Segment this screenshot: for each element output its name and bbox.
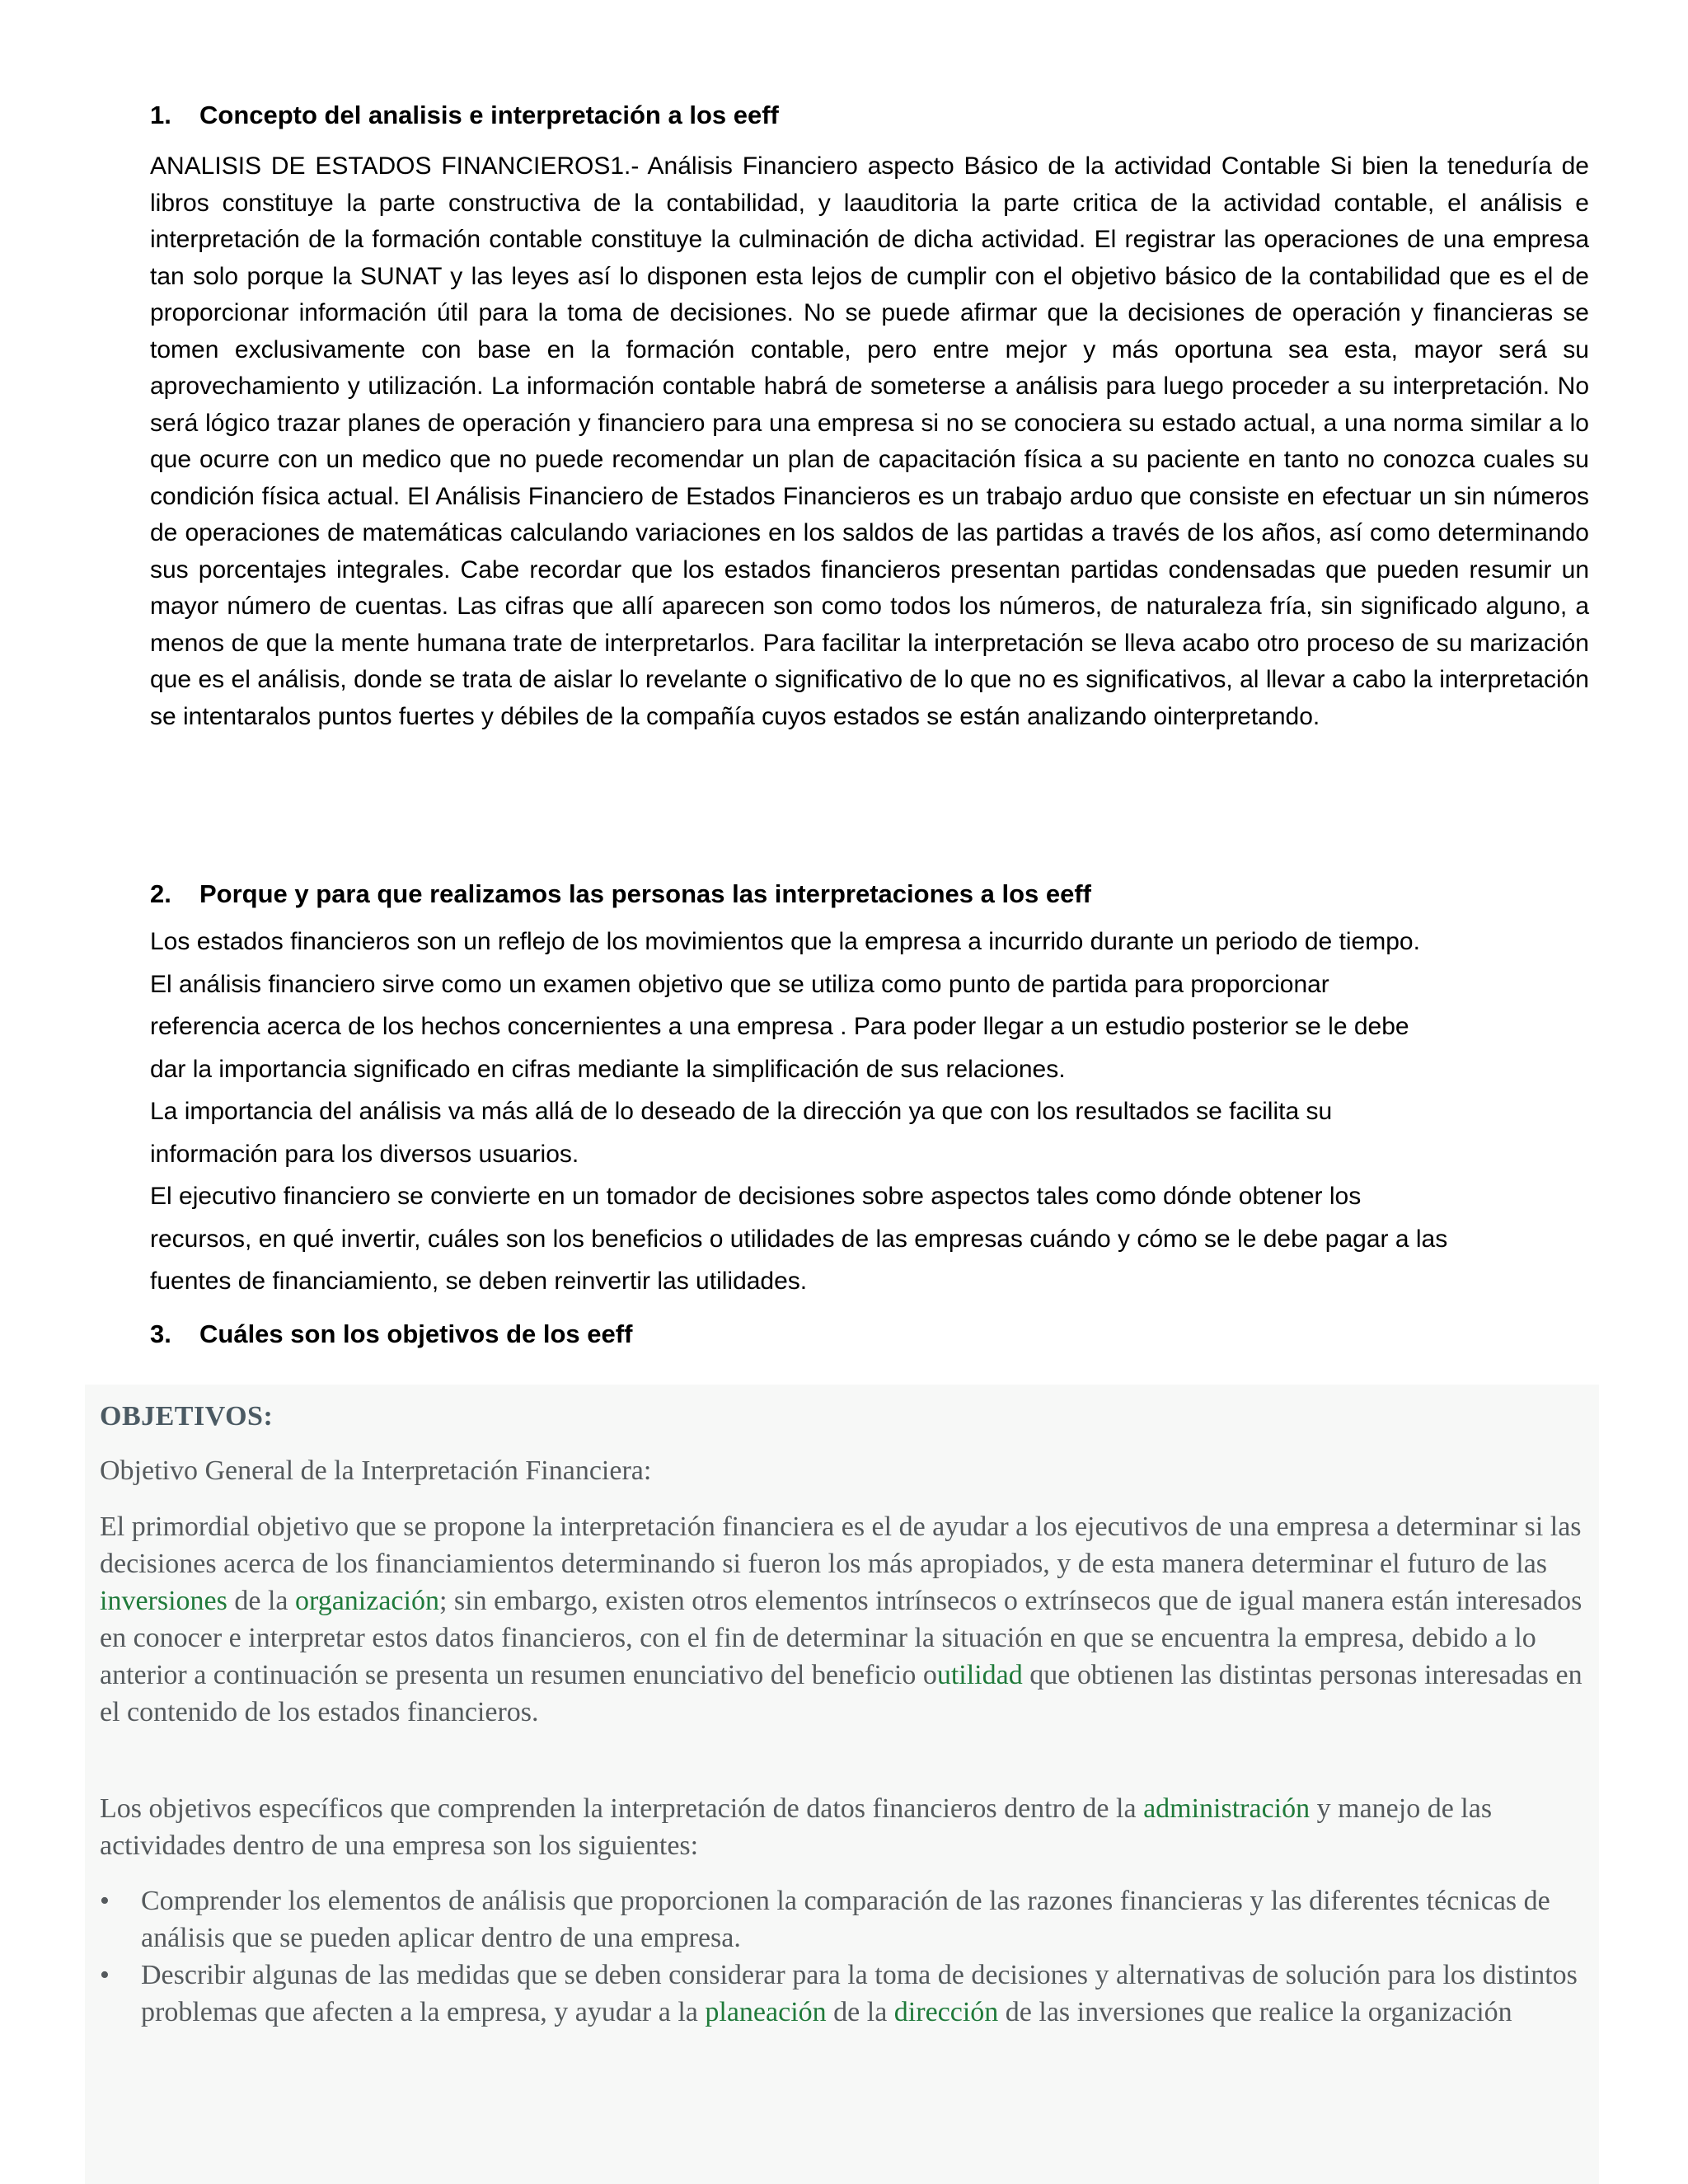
section-3-number: 3.	[150, 1319, 171, 1348]
section-2-line: información para los diversos usuarios.	[150, 1140, 579, 1168]
paragraph-text: que obtienen las distintas personas interesadas en el contenido de los estados financieros.	[100, 1660, 1582, 1727]
section-2-line: referencia acerca de los hechos concernientes a una empresa . Para poder llegar a un estudio posterior se le debe	[150, 1013, 1409, 1040]
section-2-heading-text: Porque y para que realizamos las personas las interpretaciones a los eeff	[199, 879, 1091, 908]
objetivos-panel	[85, 1385, 1599, 2184]
section-3	[150, 1316, 1589, 1352]
paragraph-text: de la	[227, 1586, 295, 1616]
paragraph-text: El primordial objetivo que se propone la interpretación financiera es el de ayudar a los ejecutivos de una empresa a determinar si las decisiones acerca de los financiamientos determinando si fueron los más apropiados, y de esta manera determinar el futuro de las	[100, 1511, 1582, 1579]
list-item-text-part: de las inversiones que realice la organización	[998, 1997, 1512, 2027]
bullet-icon: •	[100, 1886, 110, 1916]
list-item-text-part: de la	[826, 1997, 894, 2027]
list-item-text: Comprender los elementos de análisis que proporcionen la comparación de las razones financieras y las diferentes técnicas de análisis que se pueden aplicar dentro de una empresa.	[141, 1886, 1550, 1953]
section-2-line: El análisis financiero sirve como un examen objetivo que se utiliza como punto de partida para proporcionar	[150, 970, 1329, 998]
objetivos-title: OBJETIVOS:	[100, 1401, 274, 1432]
section-2-line: La importancia del análisis va más allá de lo deseado de la dirección ya que con los resultados se facilita su	[150, 1098, 1333, 1125]
link-organizacion[interactable]: organización	[295, 1586, 439, 1616]
section-2-line: El ejecutivo financiero se convierte en un tomador de decisiones sobre aspectos tales como dónde obtener los	[150, 1183, 1362, 1210]
link-inversiones[interactable]: inversiones	[100, 1586, 227, 1616]
paragraph-text: ; sin embargo, existen otros elementos intrínsecos o extrínsecos que de igual manera están interesados en conocer e interpretar estos datos financieros, con el fin de determinar la situación en que se encuentra la empresa, debido a lo anterior a continuación se presenta un resumen enunciativo del beneficio o	[100, 1586, 1582, 1690]
section-2-number: 2.	[150, 879, 171, 908]
section-1	[150, 97, 1589, 735]
list-item-text	[141, 1957, 1583, 2031]
link-utilidad[interactable]: utilidad	[936, 1660, 1023, 1690]
section-1-paragraph: ANALISIS DE ESTADOS FINANCIEROS1.- Análisis Financiero aspecto Básico de la actividad Contable Si bien la teneduría de libros constituye la parte constructiva de la contabilidad, y laauditoria la parte critica de la actividad contable, el análisis e interpretación de la formación contable constituye la culminación de dicha actividad. El registrar las operaciones de una empresa tan solo porque la SUNAT y las leyes así lo disponen esta lejos de cumplir con el objetivo básico de la contabilidad que es el de proporcionar información útil para la toma de decisiones. No se puede afirmar que la decisiones de operación y financieras se tomen exclusivamente con base en la formación contable, pero entre mejor y más oportuna sea esta, mayor será su aprovechamiento y utilización. La información contable habrá de someterse a análisis para luego proceder a su interpretación. No será lógico trazar planes de operación y financiero para una empresa si no se conociera su estado actual, a una norma similar a lo que ocurre con un medico que no puede recomendar un plan de capacitación física a su paciente en tanto no conozca cuales su condición física actual. El Análisis Financiero de Estados Financieros es un trabajo arduo que consiste en efectuar un sin números de operaciones de matemáticas calculando variaciones en los saldos de las partidas a través de los años, así como determinando sus porcentajes integrales. Cabe recordar que los estados financieros presentan partidas condensadas que pueden resumir un mayor número de cuentas. Las cifras que allí aparecen son como todos los números, de naturaleza fría, sin significado alguno, a menos de que la mente humana trate de interpretarlos. Para facilitar la interpretación se lleva acabo otro proceso de su marización que es el análisis, donde se trata de aislar lo revelante o significativo de lo que no es significativos, al llevar a cabo la interpretación se intentaralos puntos fuertes y débiles de la compañía cuyos estados se están analizando ointerpretando.	[150, 152, 1589, 730]
section-1-number: 1.	[150, 101, 171, 129]
section-2-line: dar la importancia significado en cifras mediante la simplificación de sus relaciones.	[150, 1055, 1066, 1083]
objetivo-general-paragraph	[100, 1508, 1583, 1731]
list-item	[100, 1957, 1583, 2031]
section-2	[150, 876, 1589, 1303]
paragraph-text: y manejo de las actividades dentro de una empresa son los siguientes:	[100, 1793, 1493, 1861]
objetivos-subtitle: Objetivo General de la Interpretación Financiera:	[100, 1455, 652, 1486]
link-direccion[interactable]: dirección	[893, 1997, 999, 2027]
section-2-line: fuentes de financiamiento, se deben reinvertir las utilidades.	[150, 1268, 808, 1295]
link-administracion[interactable]: administración	[1143, 1793, 1311, 1824]
section-2-line: Los estados financieros son un reflejo de los movimientos que la empresa a incurrido durante un periodo de tiempo.	[150, 928, 1420, 955]
section-3-heading	[150, 1316, 1589, 1352]
section-1-heading-text: Concepto del analisis e interpretación a los eeff	[199, 101, 779, 129]
list-item-text-part: Describir algunas de las medidas que se deben considerar para la toma de decisiones y alternativas de solución para los distintos problemas que afecten a la empresa, y ayudar a la	[141, 1960, 1578, 2027]
link-planeacion[interactable]: planeación	[705, 1997, 827, 2027]
section-2-heading	[150, 876, 1589, 912]
section-3-heading-text: Cuáles son los objetivos de los eeff	[199, 1319, 633, 1348]
section-1-heading	[150, 97, 1589, 134]
paragraph-text: Los objetivos específicos que comprenden la interpretación de datos financieros dentro de la	[100, 1793, 1144, 1824]
objetivos-especificos-paragraph	[100, 1790, 1583, 1864]
section-2-line: recursos, en qué invertir, cuáles son los beneficios o utilidades de las empresas cuándo y cómo se le debe pagar a las	[150, 1225, 1448, 1253]
bullet-icon: •	[100, 1960, 110, 1990]
list-item	[100, 1882, 1583, 1957]
section-2-paragraph	[150, 921, 1589, 1303]
